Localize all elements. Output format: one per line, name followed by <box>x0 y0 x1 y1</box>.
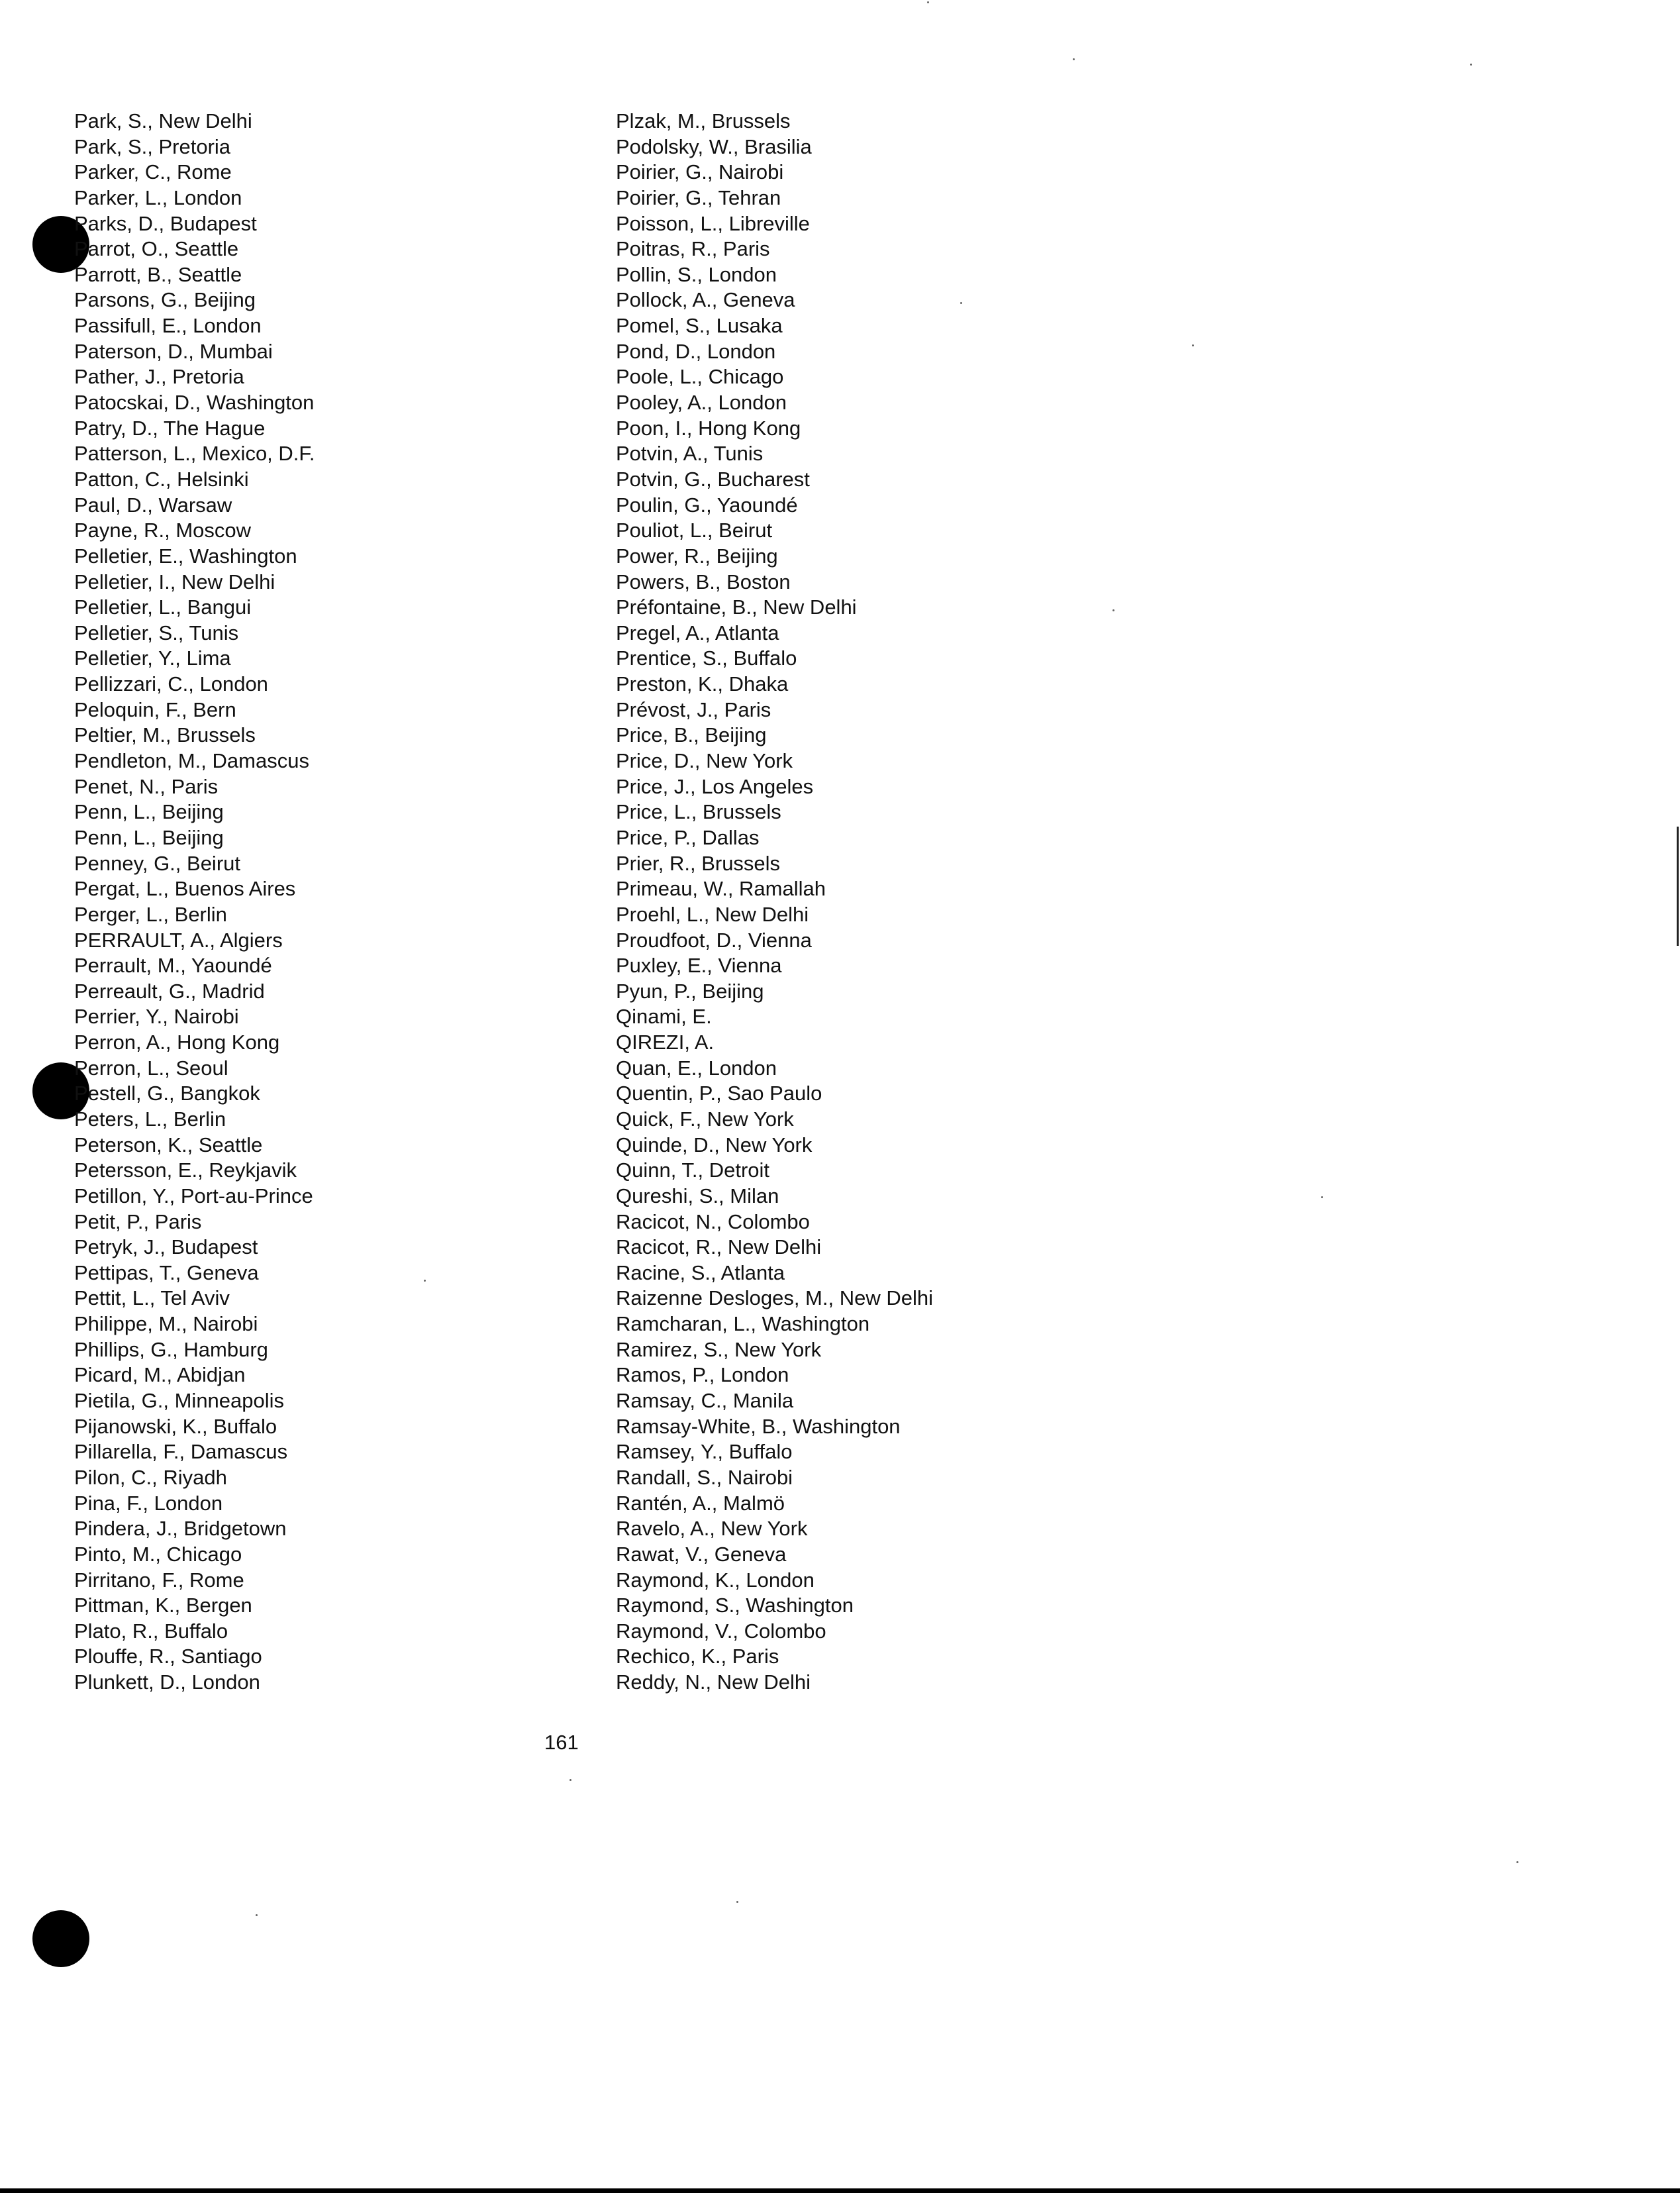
directory-entry: Price, D., New York <box>616 749 793 773</box>
directory-entry: Proehl, L., New Delhi <box>616 902 809 926</box>
directory-entry: Pettit, L., Tel Aviv <box>74 1286 230 1310</box>
directory-entry: Pellizzari, C., London <box>74 672 268 696</box>
directory-entry: Pond, D., London <box>616 339 776 363</box>
directory-entry: Power, R., Beijing <box>616 544 778 568</box>
directory-entry: Qinami, E. <box>616 1005 712 1029</box>
directory-entry: Pyun, P., Beijing <box>616 979 764 1003</box>
directory-entry: Pelletier, S., Tunis <box>74 621 239 644</box>
directory-entry: Pillarella, F., Damascus <box>74 1440 288 1464</box>
directory-entry: Parker, C., Rome <box>74 160 232 184</box>
directory-entry: Prier, R., Brussels <box>616 851 781 875</box>
directory-entry: Parker, L., London <box>74 185 242 209</box>
directory-entry: Poon, I., Hong Kong <box>616 416 801 440</box>
directory-entry: Pelletier, Y., Lima <box>74 646 231 670</box>
directory-entry: Pergat, L., Buenos Aires <box>74 877 296 901</box>
directory-entry: Ramsay-White, B., Washington <box>616 1414 901 1438</box>
directory-entry: Passifull, E., London <box>74 314 262 338</box>
directory-entry: Quinde, D., New York <box>616 1133 813 1156</box>
directory-entry: Pinto, M., Chicago <box>74 1542 242 1566</box>
directory-entry: Primeau, W., Ramallah <box>616 877 826 901</box>
directory-entry: Poulin, G., Yaoundé <box>616 493 798 517</box>
directory-entry: Randall, S., Nairobi <box>616 1465 793 1489</box>
directory-entry: Patterson, L., Mexico, D.F. <box>74 442 315 466</box>
directory-entry: Racicot, R., New Delhi <box>616 1235 822 1259</box>
directory-entry: Rechico, K., Paris <box>616 1645 779 1668</box>
directory-entry: Ramsay, C., Manila <box>616 1389 794 1413</box>
directory-entry: Park, S., Pretoria <box>74 134 231 158</box>
directory-entry: Préfontaine, B., New Delhi <box>616 595 857 619</box>
directory-entry: Peloquin, F., Bern <box>74 697 236 721</box>
directory-entry: Pelletier, E., Washington <box>74 544 297 568</box>
directory-entry: Poisson, L., Libreville <box>616 211 810 235</box>
directory-entry: Petit, P., Paris <box>74 1209 202 1233</box>
scan-speck <box>1112 609 1114 611</box>
directory-entry: Raizenne Desloges, M., New Delhi <box>616 1286 933 1310</box>
directory-entry: Raymond, S., Washington <box>616 1594 854 1617</box>
scan-speck <box>960 302 962 304</box>
directory-entry: Petryk, J., Budapest <box>74 1235 258 1259</box>
directory-entry: Raymond, V., Colombo <box>616 1619 826 1643</box>
directory-entry: QIREZI, A. <box>616 1031 715 1054</box>
directory-entry: Ramos, P., London <box>616 1363 789 1387</box>
directory-entry: Pestell, G., Bangkok <box>74 1082 260 1105</box>
directory-entry: Prévost, J., Paris <box>616 697 771 721</box>
directory-entry: Price, J., Los Angeles <box>616 774 814 798</box>
directory-entry: Pittman, K., Bergen <box>74 1594 252 1617</box>
directory-entry: Quan, E., London <box>616 1056 777 1080</box>
directory-entry: Penet, N., Paris <box>74 774 219 798</box>
directory-entry: Pilon, C., Riyadh <box>74 1465 227 1489</box>
directory-entry: Pollin, S., London <box>616 262 777 286</box>
directory-entry: Perrault, M., Yaoundé <box>74 954 272 978</box>
directory-entry: Racicot, N., Colombo <box>616 1209 810 1233</box>
directory-entry: Parrot, O., Seattle <box>74 237 239 261</box>
directory-entry: Pindera, J., Bridgetown <box>74 1517 287 1541</box>
directory-entry: Petillon, Y., Port-au-Prince <box>74 1184 313 1207</box>
directory-entry: Ramsey, Y., Buffalo <box>616 1440 793 1464</box>
directory-entry: Plouffe, R., Santiago <box>74 1645 262 1668</box>
directory-entry: Powers, B., Boston <box>616 570 791 593</box>
directory-entry: Podolsky, W., Brasilia <box>616 134 812 158</box>
scan-speck <box>424 1280 426 1282</box>
directory-entry: Patton, C., Helsinki <box>74 467 249 491</box>
directory-entry: Park, S., New Delhi <box>74 109 252 132</box>
directory-entry: Reddy, N., New Delhi <box>616 1670 811 1694</box>
scan-speck <box>256 1914 258 1916</box>
directory-entry: Pelletier, I., New Delhi <box>74 570 275 593</box>
directory-entry: Ramirez, S., New York <box>616 1337 822 1361</box>
name-list-right-column <box>616 109 1278 1696</box>
directory-entry: Penney, G., Beirut <box>74 851 240 875</box>
directory-entry: Perron, A., Hong Kong <box>74 1031 280 1054</box>
directory-entry: Perreault, G., Madrid <box>74 979 265 1003</box>
directory-entry: Rawat, V., Geneva <box>616 1542 787 1566</box>
scan-speck <box>736 1901 738 1903</box>
directory-entry: Pooley, A., London <box>616 391 787 415</box>
directory-entry: Pather, J., Pretoria <box>74 365 244 389</box>
directory-entry: Racine, S., Atlanta <box>616 1260 785 1284</box>
directory-entry: Proudfoot, D., Vienna <box>616 928 812 952</box>
directory-entry: Price, B., Beijing <box>616 723 767 747</box>
directory-entry: Payne, R., Moscow <box>74 519 252 542</box>
scan-speck <box>569 1779 571 1781</box>
directory-entry: Poole, L., Chicago <box>616 365 784 389</box>
directory-entry: Rantén, A., Malmö <box>616 1491 785 1515</box>
directory-entry: Parrott, B., Seattle <box>74 262 242 286</box>
directory-entry: Plato, R., Buffalo <box>74 1619 228 1643</box>
directory-entry: Plunkett, D., London <box>74 1670 260 1694</box>
directory-entry: Plzak, M., Brussels <box>616 109 791 132</box>
directory-entry: Price, P., Dallas <box>616 825 760 849</box>
directory-entry: Pietila, G., Minneapolis <box>74 1389 285 1413</box>
directory-entry: Pelletier, L., Bangui <box>74 595 252 619</box>
directory-entry: Penn, L., Beijing <box>74 825 224 849</box>
directory-entry: Parsons, G., Beijing <box>74 288 256 312</box>
directory-entry: Perger, L., Berlin <box>74 902 227 926</box>
directory-entry: Pouliot, L., Beirut <box>616 519 773 542</box>
directory-entry: Preston, K., Dhaka <box>616 672 789 696</box>
directory-entry: Peltier, M., Brussels <box>74 723 256 747</box>
scan-speck <box>1321 1196 1323 1198</box>
directory-entry: Poirier, G., Tehran <box>616 185 781 209</box>
directory-entry: Poirier, G., Nairobi <box>616 160 784 184</box>
directory-entry: Price, L., Brussels <box>616 800 781 824</box>
directory-entry: Quick, F., New York <box>616 1107 794 1131</box>
directory-entry: Picard, M., Abidjan <box>74 1363 246 1387</box>
directory-entry: PERRAULT, A., Algiers <box>74 928 283 952</box>
scan-speck <box>927 1 929 3</box>
directory-entry: Philippe, M., Nairobi <box>74 1312 258 1336</box>
directory-entry: Pijanowski, K., Buffalo <box>74 1414 277 1438</box>
directory-entry: Petersson, E., Reykjavik <box>74 1158 297 1182</box>
directory-entry: Poitras, R., Paris <box>616 237 770 261</box>
punch-hole <box>32 1910 89 1967</box>
directory-entry: Parks, D., Budapest <box>74 211 257 235</box>
directory-entry: Potvin, A., Tunis <box>616 442 764 466</box>
scan-speck <box>1470 64 1472 66</box>
directory-entry: Pomel, S., Lusaka <box>616 314 783 338</box>
directory-entry: Patocskai, D., Washington <box>74 391 315 415</box>
directory-entry: Quinn, T., Detroit <box>616 1158 770 1182</box>
directory-entry: Pregel, A., Atlanta <box>616 621 779 644</box>
directory-entry: Perron, L., Seoul <box>74 1056 228 1080</box>
scan-speck <box>1192 344 1194 346</box>
directory-entry: Ravelo, A., New York <box>616 1517 808 1541</box>
scan-speck <box>1516 1861 1518 1863</box>
directory-entry: Pina, F., London <box>74 1491 223 1515</box>
directory-entry: Paterson, D., Mumbai <box>74 339 273 363</box>
directory-entry: Pirritano, F., Rome <box>74 1568 244 1592</box>
name-list-left-column <box>74 109 604 1696</box>
scan-speck <box>1073 58 1075 60</box>
directory-entry: Peters, L., Berlin <box>74 1107 226 1131</box>
directory-entry: Perrier, Y., Nairobi <box>74 1005 239 1029</box>
bottom-scan-border <box>0 2188 1680 2193</box>
directory-entry: Patry, D., The Hague <box>74 416 266 440</box>
directory-entry: Phillips, G., Hamburg <box>74 1337 268 1361</box>
directory-entry: Prentice, S., Buffalo <box>616 646 797 670</box>
directory-entry: Pendleton, M., Damascus <box>74 749 309 773</box>
directory-entry: Raymond, K., London <box>616 1568 815 1592</box>
directory-entry: Paul, D., Warsaw <box>74 493 232 517</box>
directory-entry: Qureshi, S., Milan <box>616 1184 779 1207</box>
page-number: 161 <box>544 1731 579 1754</box>
directory-entry: Quentin, P., Sao Paulo <box>616 1082 822 1105</box>
directory-entry: Pettipas, T., Geneva <box>74 1260 259 1284</box>
directory-entry: Ramcharan, L., Washington <box>616 1312 870 1336</box>
directory-entry: Puxley, E., Vienna <box>616 954 782 978</box>
directory-entry: Pollock, A., Geneva <box>616 288 795 312</box>
scan-edge-mark <box>1677 827 1679 946</box>
directory-entry: Peterson, K., Seattle <box>74 1133 263 1156</box>
directory-entry: Penn, L., Beijing <box>74 800 224 824</box>
directory-entry: Potvin, G., Bucharest <box>616 467 810 491</box>
